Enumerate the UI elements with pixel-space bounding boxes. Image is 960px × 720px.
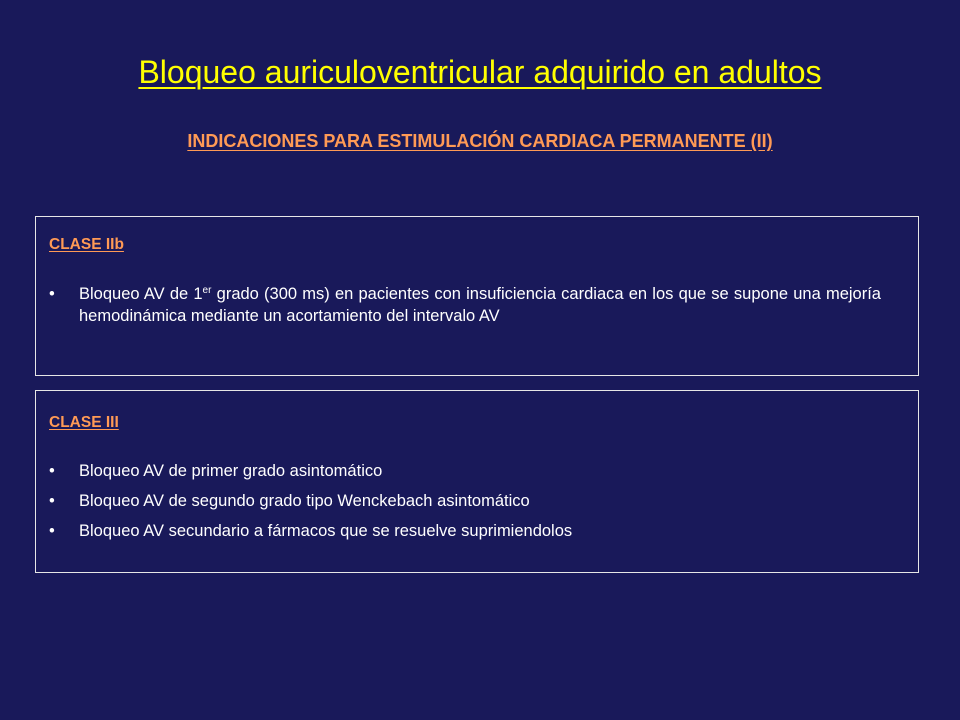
bullet-icon: • — [49, 522, 55, 540]
list-item-text: Bloqueo AV de primer grado asintomático — [79, 462, 383, 480]
class-iib-list — [49, 283, 881, 327]
bullet-icon: • — [49, 462, 55, 480]
class-iib-box — [35, 216, 919, 376]
list-item-text: Bloqueo AV de segundo grado tipo Wenckebach asintomático — [79, 492, 530, 510]
superscript: er — [202, 285, 212, 296]
bullet-icon: • — [49, 492, 55, 510]
list-item — [49, 520, 881, 542]
slide-title: Bloqueo auriculoventricular adquirido en adultos — [138, 54, 822, 90]
class-iii-list — [49, 460, 881, 542]
class-iib-heading: CLASE IIb — [49, 236, 124, 253]
list-item-text: Bloqueo AV de 1er grado (300 ms) en pacientes con insuficiencia cardiaca en los que se supone una mejoría hemodinámica mediante un acortamiento del intervalo AV — [79, 285, 881, 325]
list-item — [49, 460, 881, 482]
class-iii-box — [35, 390, 919, 573]
list-item — [49, 490, 881, 512]
bullet-icon: • — [49, 285, 55, 303]
slide-subtitle: INDICACIONES PARA ESTIMULACIÓN CARDIACA PERMANENTE (II) — [187, 131, 773, 151]
list-item — [49, 283, 881, 327]
list-item-text: Bloqueo AV secundario a fármacos que se resuelve suprimiendolos — [79, 522, 573, 540]
class-iii-heading: CLASE III — [49, 414, 119, 431]
